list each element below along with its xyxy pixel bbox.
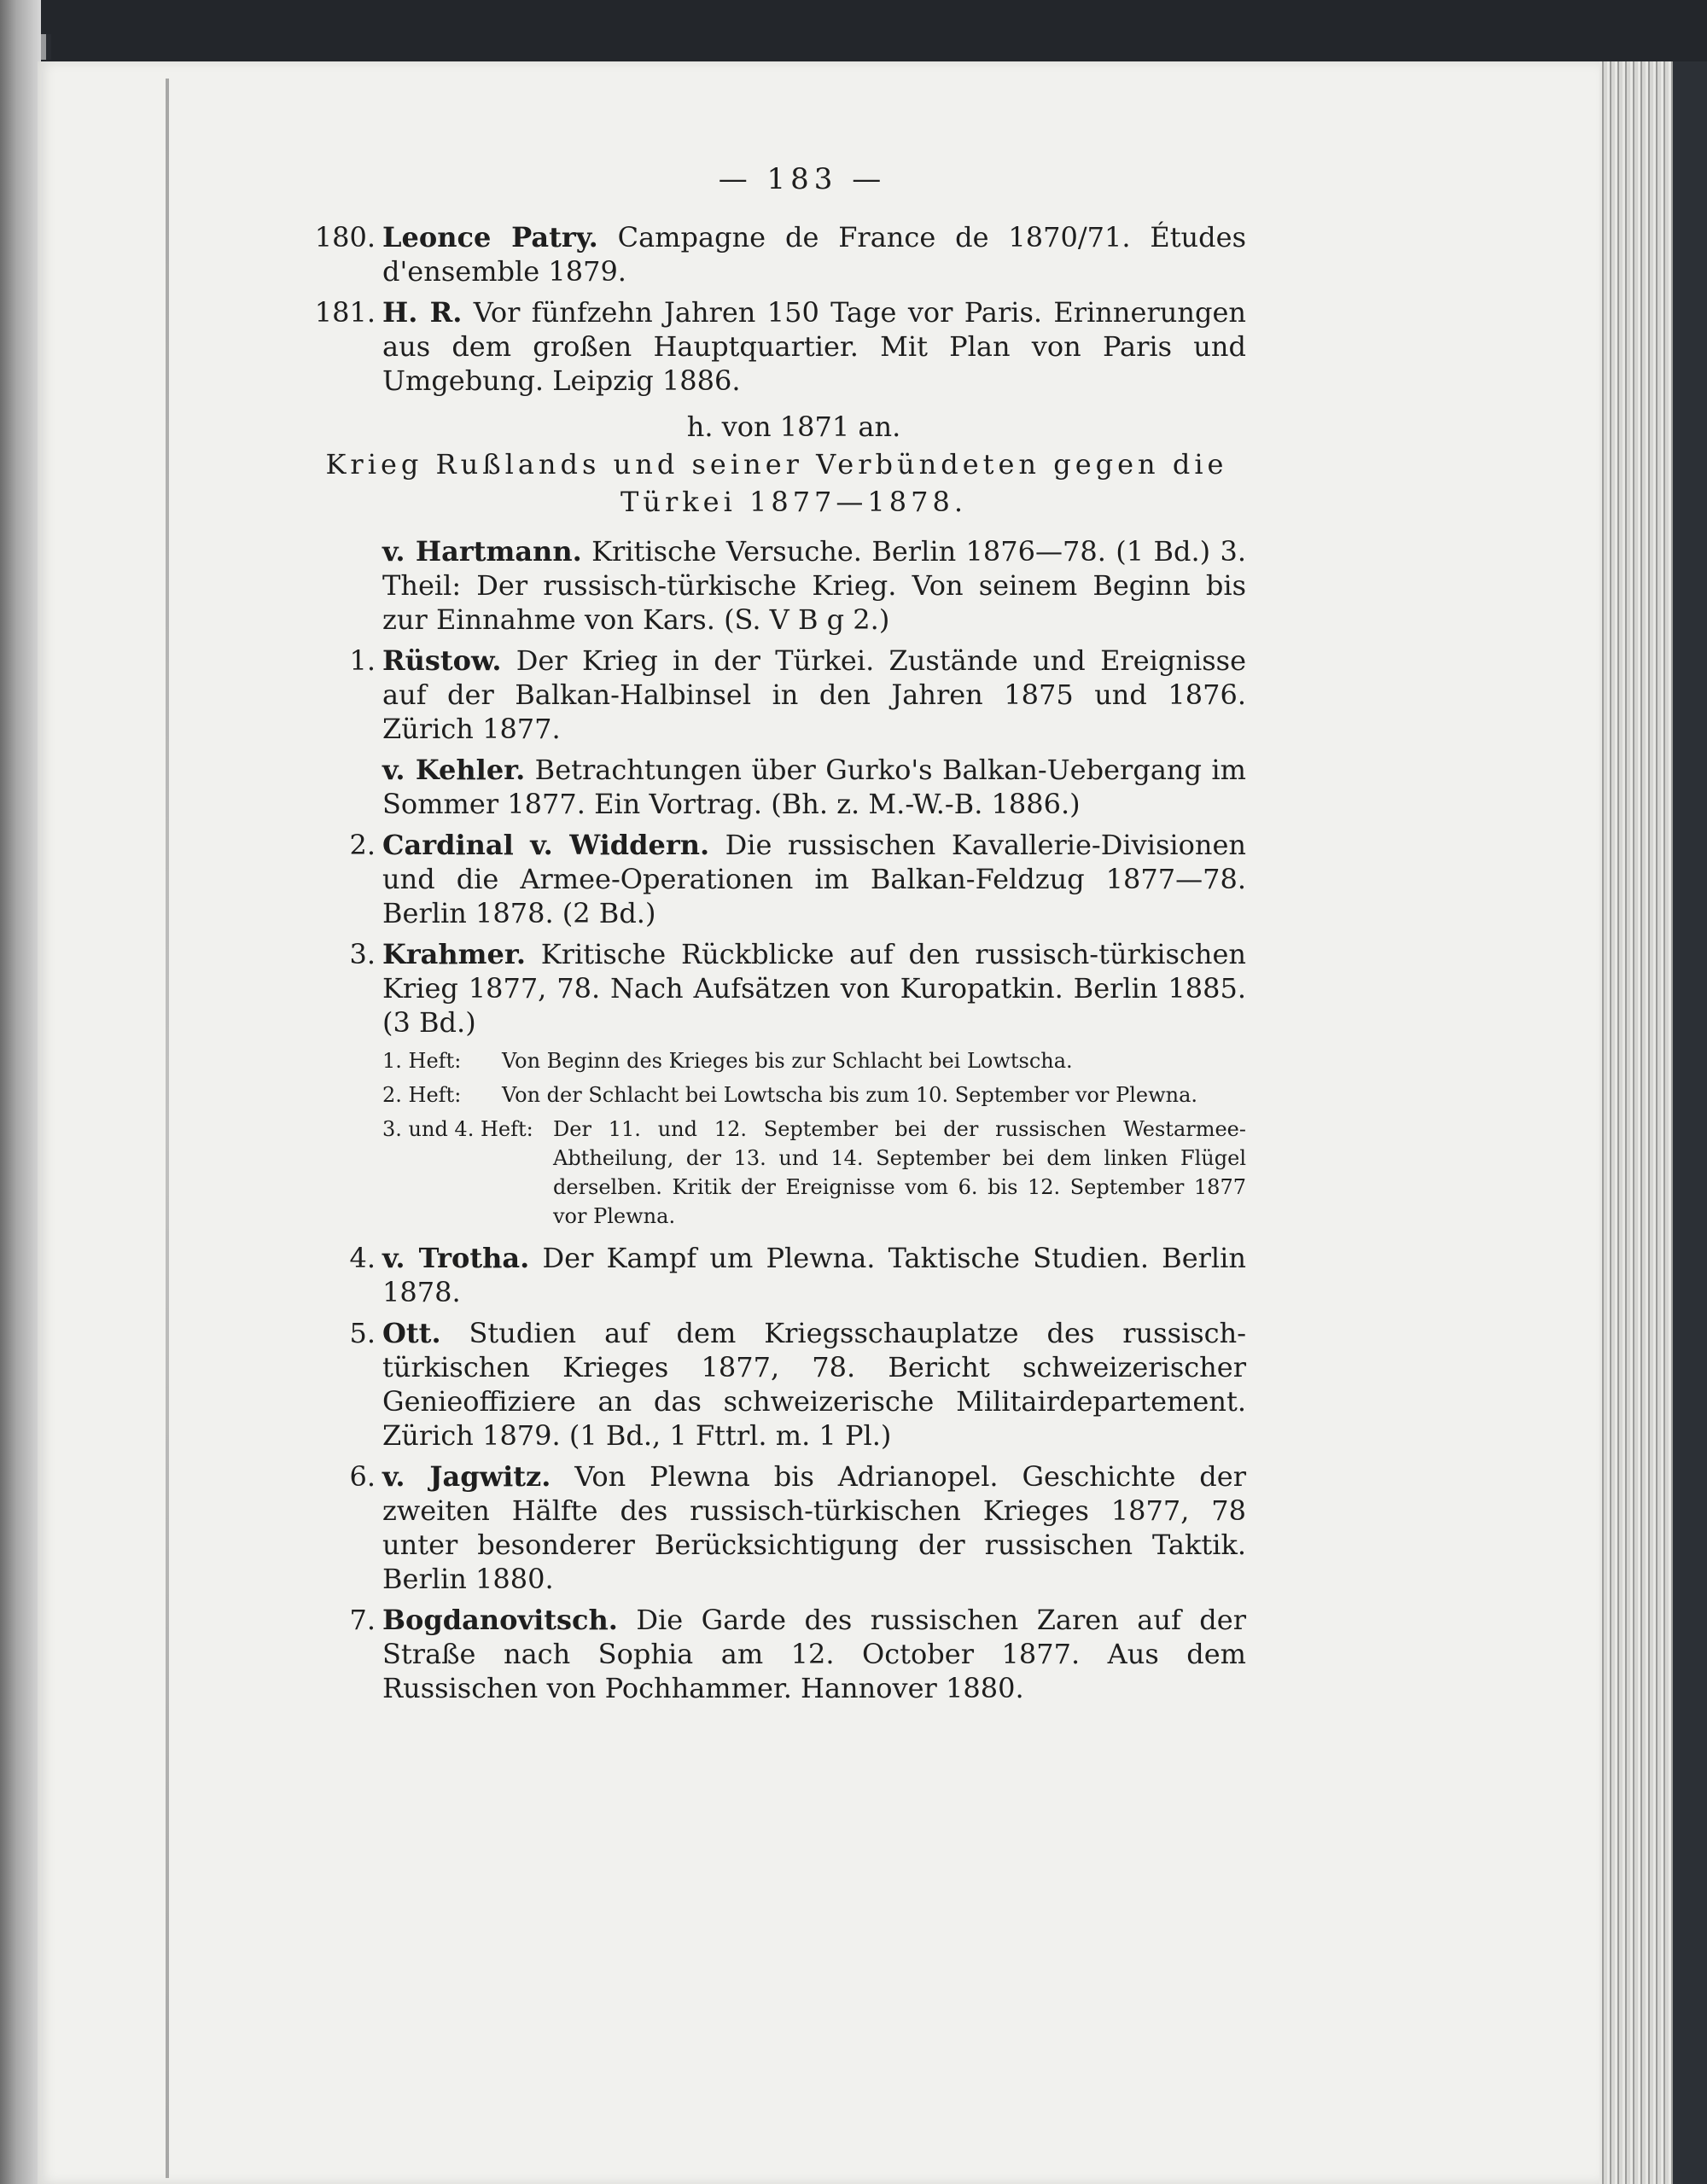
entry-number: 180.: [314, 221, 376, 253]
entry-text: [382, 937, 1246, 1040]
bibliography-entry: [307, 644, 1246, 746]
list-item: [382, 1115, 1246, 1231]
binding-gutter: [166, 79, 169, 2178]
bibliography-entry: [307, 937, 1246, 1040]
krahmer-parts-list: [307, 1046, 1246, 1231]
entry-number: 2.: [349, 829, 376, 861]
entry-number: 1.: [349, 644, 376, 677]
list-item: [382, 1046, 1246, 1075]
entry-title: Kritische Versuche. Berlin 1876—78. (1 Bd.) 3. Theil: Der russisch-türkische Krieg. Von seinem Beginn bis zur Einnahme von Kars. (S. V B g 2.): [382, 535, 1247, 636]
entry-author: v. Jagwitz.: [382, 1460, 551, 1493]
part-label: 1. Heft:: [382, 1049, 462, 1073]
entry-number: 6.: [349, 1460, 376, 1493]
book-cover-right: [1673, 61, 1707, 2184]
part-label: 3. und 4. Heft:: [382, 1117, 533, 1141]
entry-text: [382, 534, 1246, 637]
entry-text: [382, 1241, 1246, 1309]
entry-number: 181.: [314, 296, 376, 329]
part-text: Der 11. und 12. September bei der russischen Westarmee-Abtheilung, der 13. und 14. September bei dem linken Flügel derselben. Kritik der Ereignisse vom 6. bis 12. September 1877 vor Plewna.: [553, 1117, 1246, 1228]
entry-author: Bogdanovitsch.: [382, 1604, 618, 1636]
entry-text: [382, 644, 1246, 746]
entry-text: [382, 753, 1246, 821]
part-text: Von Beginn des Krieges bis zur Schlacht bei Lowtscha.: [502, 1049, 1073, 1073]
entry-author: v. Trotha.: [382, 1242, 530, 1274]
entry-text: [382, 828, 1246, 930]
entry-number: 3.: [349, 938, 376, 970]
entry-author: H. R.: [382, 296, 463, 329]
bibliography-entry: [307, 828, 1246, 930]
bibliography-entry: [307, 220, 1246, 288]
entries-before-section: [307, 220, 1246, 398]
entry-text: [382, 295, 1246, 398]
bibliography-entry: [307, 295, 1246, 398]
entries-section: [307, 534, 1246, 1040]
entry-title: Die russischen Kavallerie-Divisionen und die Armee-Operationen im Balkan-Feldzug 1877—78. Berlin 1878. (2 Bd.): [382, 829, 1247, 929]
page-number: — 183 —: [718, 162, 887, 196]
entry-title: Vor fünfzehn Jahren 150 Tage vor Paris. Erinnerungen aus dem großen Hauptquartier. Mit Plan von Paris und Umgebung. Leipzig 1886.: [382, 296, 1247, 397]
entry-number: 5.: [349, 1317, 376, 1349]
entry-author: Ott.: [382, 1317, 441, 1349]
entry-author: Cardinal v. Widdern.: [382, 829, 710, 861]
facing-page-edge: [0, 0, 41, 2184]
entry-author: Leonce Patry.: [382, 221, 598, 253]
section-heading: h. von 1871 an.: [686, 411, 901, 443]
entry-title: Von Plewna bis Adrianopel. Geschichte der zweiten Hälfte des russisch-türkischen Krieges 1877, 78 unter besonderer Berücksichtigung der russischen Taktik. Berlin 1880.: [382, 1460, 1247, 1595]
section-title-line1: Krieg Rußlands und seiner Verbündeten gegen die: [325, 448, 1228, 480]
entry-title: Betrachtungen über Gurko's Balkan-Uebergang im Sommer 1877. Ein Vortrag. (Bh. z. M.-W.-B. 1886.): [382, 754, 1246, 820]
bibliography-entry: [307, 1603, 1246, 1705]
entry-title: Studien auf dem Kriegsschauplatze des russisch-türkischen Krieges 1877, 78. Bericht schweizerischer Genieoffiziere an das schweizerische Militairdepartement. Zürich 1879. (1 Bd., 1 Fttrl. m. 1 Pl.): [382, 1317, 1247, 1452]
entry-author: Rüstow.: [382, 644, 502, 677]
entry-author: v. Hartmann.: [382, 535, 582, 568]
page-content: [307, 162, 1246, 1712]
book-cover-top: [0, 0, 1707, 68]
part-text: Von der Schlacht bei Lowtscha bis zum 10. September vor Plewna.: [502, 1083, 1198, 1107]
entry-title: Die Garde des russischen Zaren auf der Straße nach Sophia am 12. October 1877. Aus dem Russischen von Pochhammer. Hannover 1880.: [382, 1604, 1247, 1704]
entry-text: [382, 220, 1246, 288]
bibliography-entry: [307, 1241, 1246, 1309]
entry-title: Campagne de France de 1870/71. Études d'ensemble 1879.: [382, 221, 1246, 288]
bibliography-entry: [307, 753, 1246, 821]
part-label: 2. Heft:: [382, 1083, 462, 1107]
entry-number: 7.: [349, 1604, 376, 1636]
entry-text: [382, 1459, 1246, 1596]
entry-text: [382, 1316, 1246, 1453]
entry-title: Der Krieg in der Türkei. Zustände und Ereignisse auf der Balkan-Halbinsel in den Jahren 1875 und 1876. Zürich 1877.: [382, 644, 1247, 745]
bibliography-entry: [307, 534, 1246, 637]
entry-author: Krahmer.: [382, 938, 526, 970]
bibliography-entry: [307, 1459, 1246, 1596]
section-title-line2: Türkei 1877—1878.: [620, 486, 968, 518]
entry-number: 4.: [349, 1242, 376, 1274]
list-item: [382, 1080, 1246, 1109]
entries-after-section: [307, 1241, 1246, 1705]
entry-text: [382, 1603, 1246, 1705]
entry-title: Der Kampf um Plewna. Taktische Studien. Berlin 1878.: [382, 1242, 1247, 1308]
entry-title: Kritische Rückblicke auf den russisch-türkischen Krieg 1877, 78. Nach Aufsätzen von Kuropatkin. Berlin 1885. (3 Bd.): [382, 938, 1247, 1039]
bibliography-entry: [307, 1316, 1246, 1453]
entry-author: v. Kehler.: [382, 754, 526, 786]
